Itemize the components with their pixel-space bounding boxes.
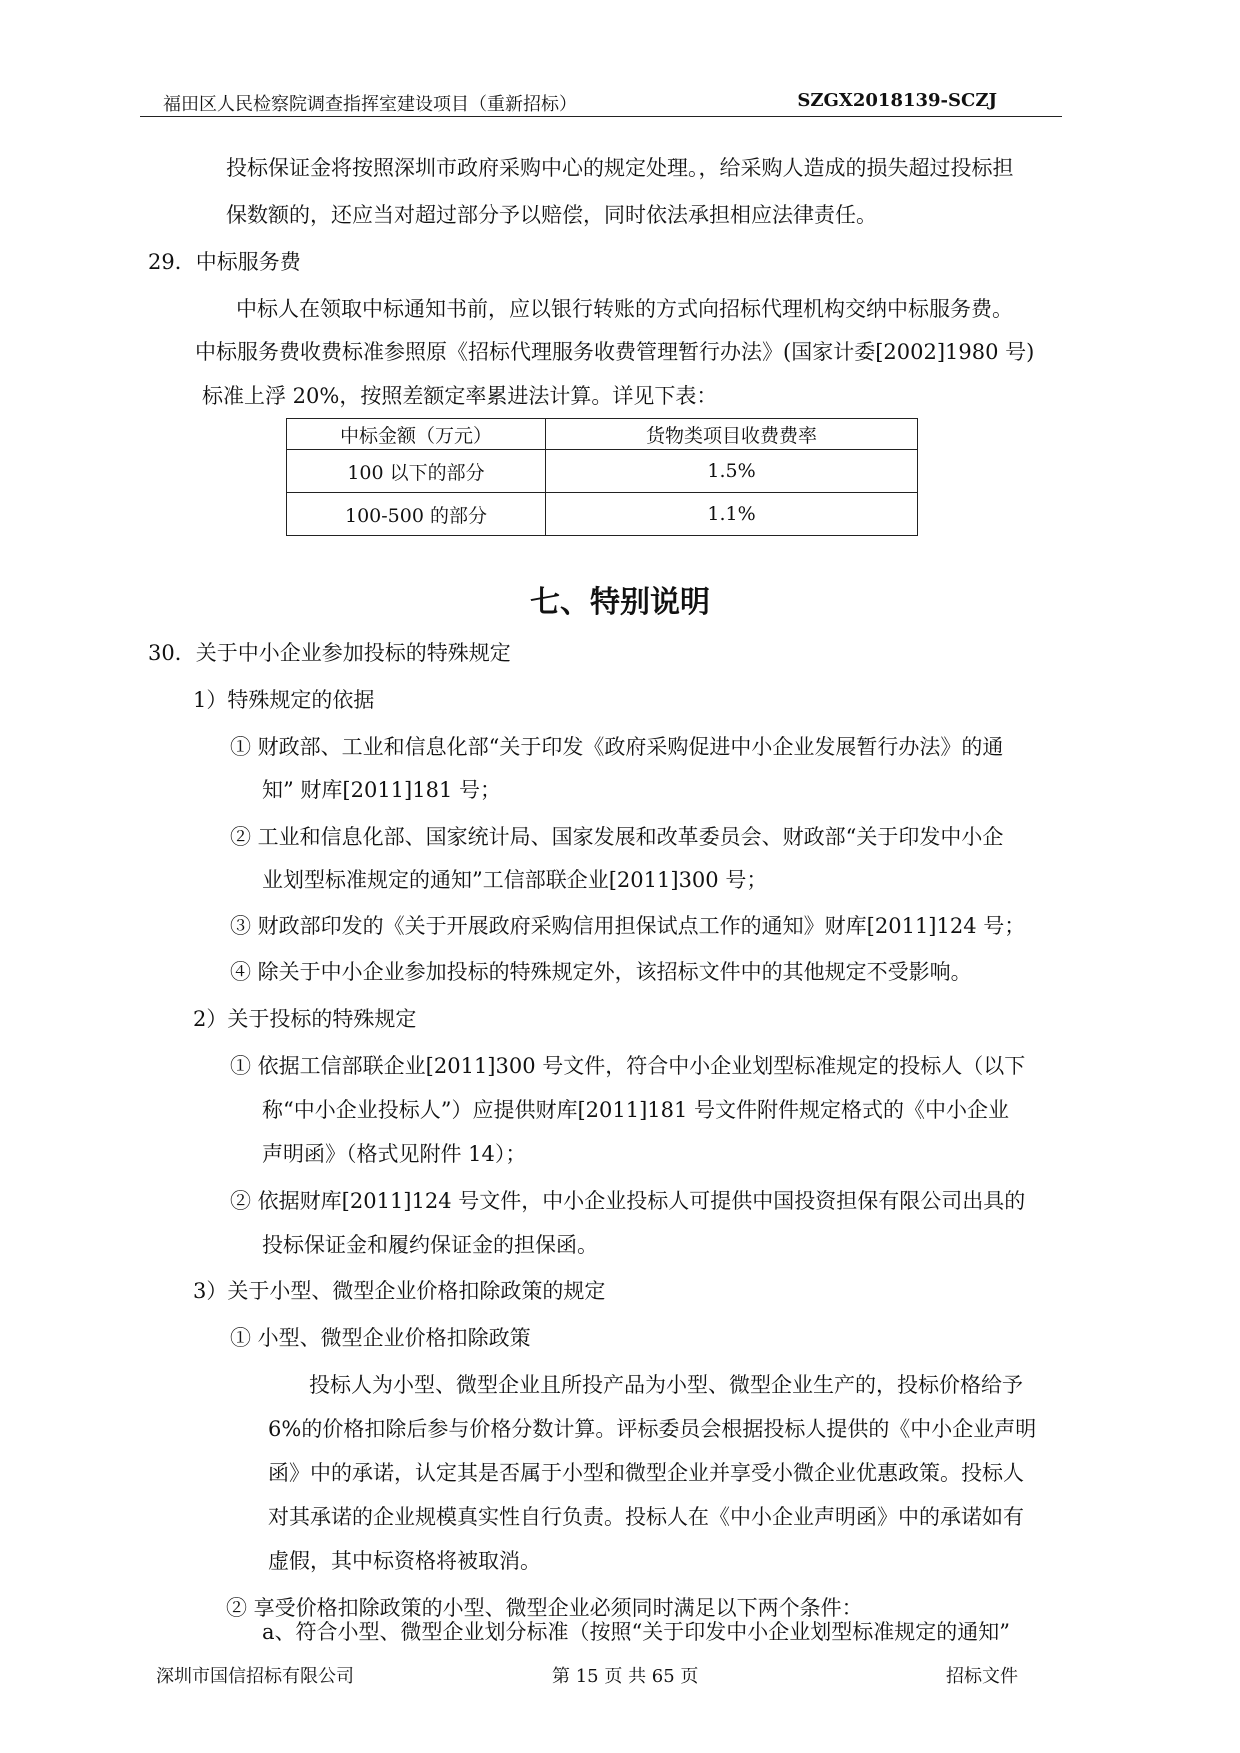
list-item-continuation: 业划型标准规定的通知”工信部联企业[2011]300 号； (262, 868, 768, 892)
paragraph-line: 投标保证金将按照深圳市政府采购中心的规定处理。，给采购人造成的损失超过投标担 (226, 156, 1014, 180)
list-item-continuation: 称“中小企业投标人”）应提供财库[2011]181 号文件附件规定格式的《中小企业 (262, 1098, 1010, 1122)
paragraph-line: 对其承诺的企业规模真实性自行负责。投标人在《中小企业声明函》中的承诺如有 (268, 1505, 1024, 1529)
table-header-cell: 货物类项目收费费率 (546, 419, 918, 450)
section-title: 七、特别说明 (530, 585, 710, 620)
paragraph-line: 虚假，其中标资格将被取消。 (268, 1549, 541, 1573)
item-heading: 30．关于中小企业参加投标的特殊规定 (148, 641, 511, 665)
list-item: a、符合小型、微型企业划分标准（按照“关于印发中小企业划型标准规定的通知” (262, 1620, 1010, 1644)
fee-rate-table (286, 418, 918, 536)
paragraph-line: 标准上浮 20%，按照差额定率累进法计算。详见下表： (202, 384, 718, 408)
footer-page-number: 第 15 页 共 65 页 (552, 1666, 699, 1687)
paragraph-line: 保数额的，还应当对超过部分予以赔偿，同时依法承担相应法律责任。 (226, 203, 877, 227)
paragraph-line: 中标服务费收费标准参照原《招标代理服务收费管理暂行办法》(国家计委[2002]1980 号) (195, 340, 1035, 364)
header-project-code: SZGX2018139-SCZJ (797, 90, 997, 111)
list-item-continuation: 知” 财库[2011]181 号； (262, 778, 501, 802)
list-item: ① 小型、微型企业价格扣除政策 (230, 1326, 531, 1350)
footer-doc-type: 招标文件 (946, 1666, 1018, 1687)
item-heading: 29．中标服务费 (148, 250, 301, 274)
table-header-cell: 中标金额（万元） (287, 419, 546, 450)
list-item-continuation: 投标保证金和履约保证金的担保函。 (262, 1233, 598, 1257)
list-item: ① 依据工信部联企业[2011]300 号文件，符合中小企业划型标准规定的投标人（以下 (230, 1054, 1026, 1078)
list-item-continuation: 声明函》（格式见附件 14）； (262, 1142, 527, 1166)
table-cell: 1.1% (546, 493, 918, 536)
table-row (287, 450, 918, 493)
paragraph-line: 投标人为小型、微型企业且所投产品为小型、微型企业生产的，投标价格给予 (309, 1373, 1023, 1397)
subsection-heading: 3）关于小型、微型企业价格扣除政策的规定 (193, 1279, 606, 1303)
list-item: ③ 财政部印发的《关于开展政府采购信用担保试点工作的通知》财库[2011]124 号； (230, 914, 1026, 938)
table-row (287, 493, 918, 536)
paragraph-line: 中标人在领取中标通知书前，应以银行转账的方式向招标代理机构交纳中标服务费。 (236, 297, 1013, 321)
list-item: ② 依据财库[2011]124 号文件，中小企业投标人可提供中国投资担保有限公司出具的 (230, 1189, 1026, 1213)
list-item: ② 享受价格扣除政策的小型、微型企业必须同时满足以下两个条件： (226, 1596, 863, 1620)
header-divider (140, 116, 1062, 117)
list-item: ④ 除关于中小企业参加投标的特殊规定外，该招标文件中的其他规定不受影响。 (230, 960, 972, 984)
table-cell: 1.5% (546, 450, 918, 493)
header-project-title: 福田区人民检察院调查指挥室建设项目（重新招标） (163, 94, 577, 115)
subsection-heading: 2）关于投标的特殊规定 (193, 1007, 417, 1031)
table-cell: 100-500 的部分 (287, 493, 546, 536)
table-cell: 100 以下的部分 (287, 450, 546, 493)
list-item: ① 财政部、工业和信息化部“关于印发《政府采购促进中小企业发展暂行办法》的通 (230, 735, 1004, 759)
paragraph-line: 6%的价格扣除后参与价格分数计算。评标委员会根据投标人提供的《中小企业声明 (268, 1417, 1037, 1441)
footer-company: 深圳市国信招标有限公司 (156, 1666, 354, 1687)
table-header-row (287, 419, 918, 450)
subsection-heading: 1）特殊规定的依据 (193, 688, 375, 712)
list-item: ② 工业和信息化部、国家统计局、国家发展和改革委员会、财政部“关于印发中小企 (230, 825, 1004, 849)
paragraph-line: 函》中的承诺，认定其是否属于小型和微型企业并享受小微企业优惠政策。投标人 (268, 1461, 1024, 1485)
